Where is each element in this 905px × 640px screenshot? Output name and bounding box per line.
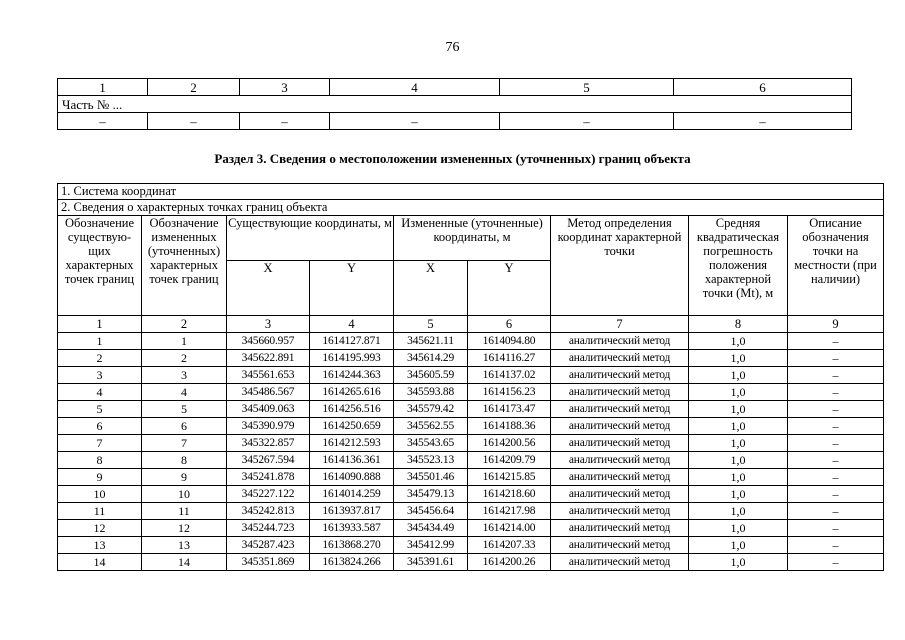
changed-y-cell: 1614200.56 [468, 435, 551, 452]
rmse-cell: 1,0 [689, 367, 788, 384]
existing-y-cell: 1613933.587 [310, 520, 394, 537]
column-number: 9 [788, 316, 884, 333]
changed-x-cell: 345621.11 [394, 333, 468, 350]
rmse-cell: 1,0 [689, 503, 788, 520]
existing-y-cell: 1614195.993 [310, 350, 394, 367]
table-row [58, 520, 884, 537]
method-cell: аналитический метод [551, 435, 689, 452]
changed-x-header: X [394, 261, 468, 316]
changed-point-id-cell: 14 [142, 554, 227, 571]
changed-designation-header: Обозначение измененных (уточненных) характерных точек границ [142, 216, 227, 316]
column-number: 1 [58, 316, 142, 333]
changed-x-cell: 345434.49 [394, 520, 468, 537]
changed-point-id-cell: 9 [142, 469, 227, 486]
rmse-cell: 1,0 [689, 401, 788, 418]
table-row [58, 418, 884, 435]
changed-point-id-cell: 4 [142, 384, 227, 401]
description-cell: – [788, 384, 884, 401]
changed-point-id-cell: 10 [142, 486, 227, 503]
existing-y-cell: 1614244.363 [310, 367, 394, 384]
changed-y-cell: 1614207.33 [468, 537, 551, 554]
existing-y-cell: 1613824.266 [310, 554, 394, 571]
table-row [58, 350, 884, 367]
changed-x-cell: 345479.13 [394, 486, 468, 503]
column-number: 7 [551, 316, 689, 333]
method-cell: аналитический метод [551, 469, 689, 486]
method-cell: аналитический метод [551, 384, 689, 401]
dash-cell: – [58, 113, 148, 130]
existing-x-cell: 345660.957 [227, 333, 310, 350]
existing-y-cell: 1614250.659 [310, 418, 394, 435]
description-cell: – [788, 537, 884, 554]
changed-x-cell: 345562.55 [394, 418, 468, 435]
existing-x-cell: 345409.063 [227, 401, 310, 418]
rmse-cell: 1,0 [689, 554, 788, 571]
column-number: 3 [227, 316, 310, 333]
changed-point-id-cell: 3 [142, 367, 227, 384]
existing-x-cell: 345486.567 [227, 384, 310, 401]
description-cell: – [788, 333, 884, 350]
method-cell: аналитический метод [551, 537, 689, 554]
dash-cell: – [674, 113, 852, 130]
description-header: Описание обозначения точки на местности (при наличии) [788, 216, 884, 316]
existing-y-cell: 1613937.817 [310, 503, 394, 520]
rmse-cell: 1,0 [689, 384, 788, 401]
changed-x-cell: 345391.61 [394, 554, 468, 571]
table-row [58, 452, 884, 469]
existing-y-cell: 1614014.259 [310, 486, 394, 503]
changed-x-cell: 345501.46 [394, 469, 468, 486]
existing-point-id-cell: 6 [58, 418, 142, 435]
rmse-cell: 1,0 [689, 537, 788, 554]
changed-y-cell: 1614200.26 [468, 554, 551, 571]
column-number: 8 [689, 316, 788, 333]
existing-x-cell: 345390.979 [227, 418, 310, 435]
existing-y-cell: 1613868.270 [310, 537, 394, 554]
rmse-cell: 1,0 [689, 350, 788, 367]
method-cell: аналитический метод [551, 333, 689, 350]
parts-label-row [58, 96, 852, 113]
description-cell: – [788, 418, 884, 435]
existing-point-id-cell: 13 [58, 537, 142, 554]
existing-x-header: X [227, 261, 310, 316]
existing-x-cell: 345241.878 [227, 469, 310, 486]
column-numbers-row [58, 316, 884, 333]
changed-y-header: Y [468, 261, 551, 316]
changed-y-cell: 1614137.02 [468, 367, 551, 384]
parts-header-cell: 1 [58, 79, 148, 96]
description-cell: – [788, 520, 884, 537]
header-row [58, 216, 884, 261]
table-row [58, 333, 884, 350]
changed-y-cell: 1614094.80 [468, 333, 551, 350]
changed-x-cell: 345614.29 [394, 350, 468, 367]
rmse-cell: 1,0 [689, 333, 788, 350]
changed-x-cell: 345543.65 [394, 435, 468, 452]
table-row [58, 367, 884, 384]
existing-point-id-cell: 5 [58, 401, 142, 418]
table-row [58, 537, 884, 554]
changed-y-cell: 1614218.60 [468, 486, 551, 503]
existing-point-id-cell: 10 [58, 486, 142, 503]
rmse-cell: 1,0 [689, 469, 788, 486]
column-number: 5 [394, 316, 468, 333]
parts-header-row [58, 79, 852, 96]
changed-y-cell: 1614116.27 [468, 350, 551, 367]
method-cell: аналитический метод [551, 486, 689, 503]
changed-y-cell: 1614215.85 [468, 469, 551, 486]
parts-header-cell: 6 [674, 79, 852, 96]
parts-header-cell: 5 [500, 79, 674, 96]
existing-designation-header: Обозначение существую-щих характерных точек границ [58, 216, 142, 316]
description-cell: – [788, 469, 884, 486]
existing-point-id-cell: 8 [58, 452, 142, 469]
method-cell: аналитический метод [551, 520, 689, 537]
changed-y-cell: 1614188.36 [468, 418, 551, 435]
existing-x-cell: 345287.423 [227, 537, 310, 554]
column-number: 6 [468, 316, 551, 333]
existing-x-cell: 345267.594 [227, 452, 310, 469]
existing-y-header: Y [310, 261, 394, 316]
existing-y-cell: 1614256.516 [310, 401, 394, 418]
table-row [58, 384, 884, 401]
existing-coords-header: Существующие координаты, м [227, 216, 394, 261]
existing-y-cell: 1614212.593 [310, 435, 394, 452]
description-cell: – [788, 554, 884, 571]
column-number: 4 [310, 316, 394, 333]
description-cell: – [788, 367, 884, 384]
method-cell: аналитический метод [551, 367, 689, 384]
changed-point-id-cell: 7 [142, 435, 227, 452]
dash-cell: – [500, 113, 674, 130]
parts-table [57, 78, 852, 130]
existing-x-cell: 345244.723 [227, 520, 310, 537]
changed-point-id-cell: 13 [142, 537, 227, 554]
page-number: 76 [445, 40, 460, 55]
existing-point-id-cell: 7 [58, 435, 142, 452]
method-cell: аналитический метод [551, 554, 689, 571]
coord-system-label: 1. Система координат [58, 184, 884, 200]
changed-point-id-cell: 12 [142, 520, 227, 537]
changed-y-cell: 1614209.79 [468, 452, 551, 469]
rmse-cell: 1,0 [689, 486, 788, 503]
column-number: 2 [142, 316, 227, 333]
table-row [58, 401, 884, 418]
method-cell: аналитический метод [551, 418, 689, 435]
existing-point-id-cell: 1 [58, 333, 142, 350]
dash-cell: – [330, 113, 500, 130]
description-cell: – [788, 503, 884, 520]
existing-point-id-cell: 4 [58, 384, 142, 401]
changed-y-cell: 1614217.98 [468, 503, 551, 520]
rmse-header: Средняя квадратическая погрешность положения характерной точки (Mt), м [689, 216, 788, 316]
description-cell: – [788, 435, 884, 452]
table-row [58, 486, 884, 503]
existing-point-id-cell: 9 [58, 469, 142, 486]
method-cell: аналитический метод [551, 350, 689, 367]
changed-x-cell: 345579.42 [394, 401, 468, 418]
existing-x-cell: 345242.813 [227, 503, 310, 520]
method-cell: аналитический метод [551, 452, 689, 469]
rmse-cell: 1,0 [689, 435, 788, 452]
existing-y-cell: 1614265.616 [310, 384, 394, 401]
existing-x-cell: 345322.857 [227, 435, 310, 452]
changed-point-id-cell: 11 [142, 503, 227, 520]
changed-x-cell: 345523.13 [394, 452, 468, 469]
existing-y-cell: 1614090.888 [310, 469, 394, 486]
existing-y-cell: 1614136.361 [310, 452, 394, 469]
changed-y-cell: 1614214.00 [468, 520, 551, 537]
dash-cell: – [148, 113, 240, 130]
parts-dash-row [58, 113, 852, 130]
parts-header-cell: 3 [240, 79, 330, 96]
table-row [58, 554, 884, 571]
existing-y-cell: 1614127.871 [310, 333, 394, 350]
changed-x-cell: 345605.59 [394, 367, 468, 384]
description-cell: – [788, 350, 884, 367]
parts-header-cell: 2 [148, 79, 240, 96]
changed-x-cell: 345412.99 [394, 537, 468, 554]
changed-coords-header: Измененные (уточненные) координаты, м [394, 216, 551, 261]
method-cell: аналитический метод [551, 503, 689, 520]
existing-x-cell: 345227.122 [227, 486, 310, 503]
existing-x-cell: 345561.653 [227, 367, 310, 384]
existing-x-cell: 345622.891 [227, 350, 310, 367]
description-cell: – [788, 401, 884, 418]
existing-point-id-cell: 3 [58, 367, 142, 384]
changed-point-id-cell: 6 [142, 418, 227, 435]
rmse-cell: 1,0 [689, 520, 788, 537]
existing-point-id-cell: 2 [58, 350, 142, 367]
table-row [58, 503, 884, 520]
changed-x-cell: 345593.88 [394, 384, 468, 401]
part-label: Часть № ... [58, 96, 852, 113]
dash-cell: – [240, 113, 330, 130]
parts-header-cell: 4 [330, 79, 500, 96]
section-title: Раздел 3. Сведения о местоположении измененных (уточненных) границ объекта [214, 151, 691, 166]
method-cell: аналитический метод [551, 401, 689, 418]
changed-point-id-cell: 1 [142, 333, 227, 350]
rmse-cell: 1,0 [689, 418, 788, 435]
method-header: Метод определения координат характерной точки [551, 216, 689, 316]
existing-x-cell: 345351.869 [227, 554, 310, 571]
existing-point-id-cell: 12 [58, 520, 142, 537]
description-cell: – [788, 486, 884, 503]
changed-point-id-cell: 8 [142, 452, 227, 469]
table-row [58, 435, 884, 452]
changed-x-cell: 345456.64 [394, 503, 468, 520]
changed-y-cell: 1614173.47 [468, 401, 551, 418]
rmse-cell: 1,0 [689, 452, 788, 469]
changed-y-cell: 1614156.23 [468, 384, 551, 401]
existing-point-id-cell: 14 [58, 554, 142, 571]
table-row [58, 469, 884, 486]
point-rows [58, 333, 884, 571]
boundary-points-table [57, 183, 884, 571]
description-cell: – [788, 452, 884, 469]
changed-point-id-cell: 2 [142, 350, 227, 367]
existing-point-id-cell: 11 [58, 503, 142, 520]
char-points-label: 2. Сведения о характерных точках границ объекта [58, 200, 884, 216]
changed-point-id-cell: 5 [142, 401, 227, 418]
